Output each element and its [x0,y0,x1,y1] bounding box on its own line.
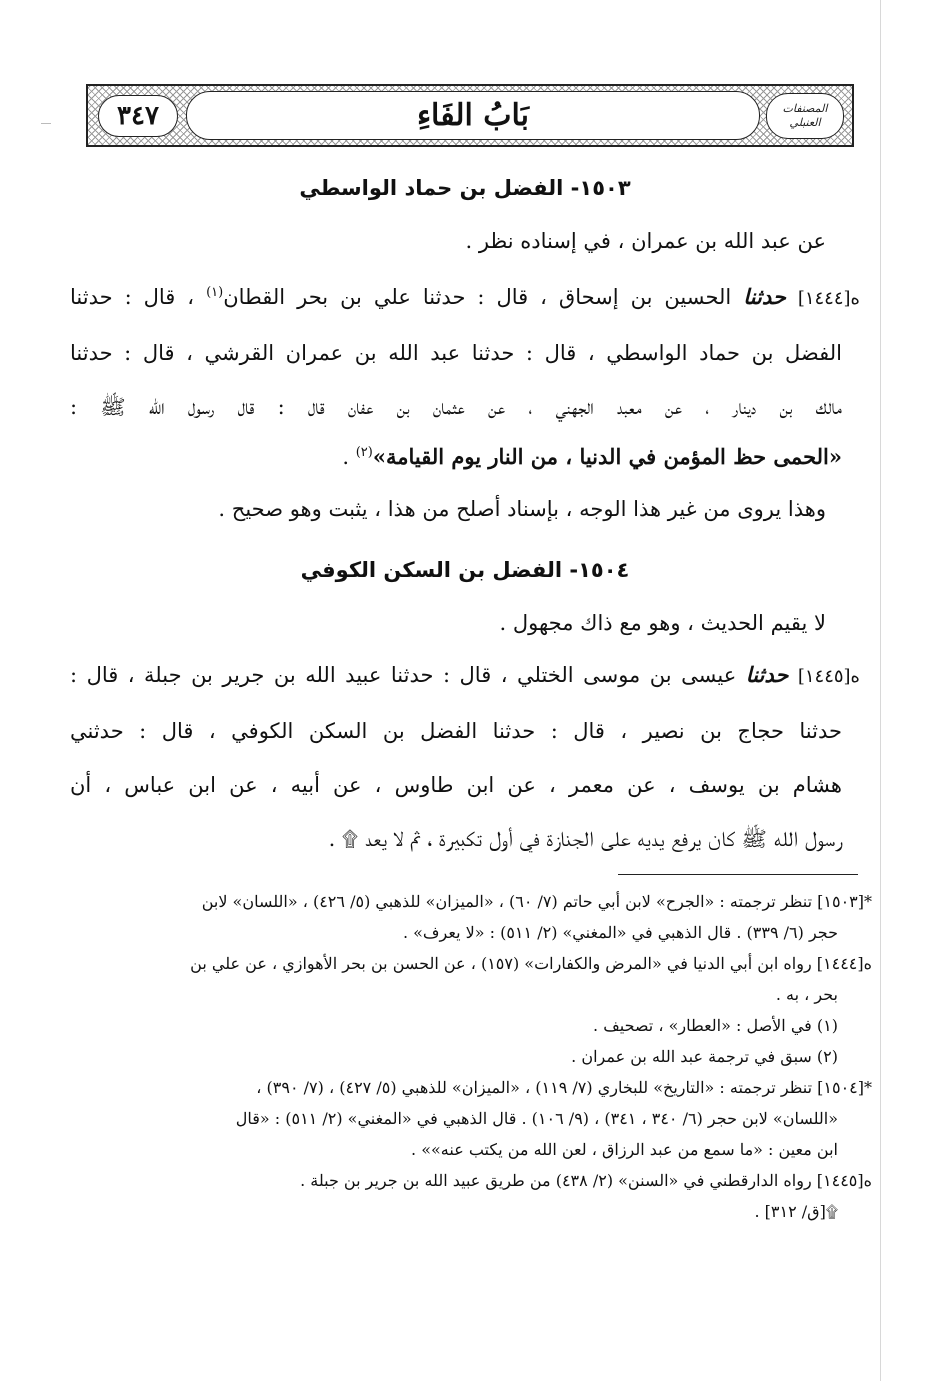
hadith-line: مالك بن دينار ، عن معبد الجهني ، عن عثمان بن عفان قال : قال رسول الله ﷺ : [70,395,842,419]
page-edge-line [880,0,881,1381]
hadith-line [70,434,860,476]
logo-line-1: المصنفات [782,102,828,115]
footnote-line: ه[١٤٤٥] رواه الدارقطني في «السنن» (٢/ ٤٣٨) من طريق عبيد الله بن جرير بن جبلة . [300,1171,872,1190]
chapter-title-frame [186,91,760,140]
footnote-line: ابن معين : «ما سمع من عبد الرزاق ، لعن الله من يكتب عنه»» . [411,1140,838,1159]
logo-line-2: العنبلي [789,116,821,129]
entry-heading: ١٥٠٣- الفضل بن حماد الواسطي [299,176,631,200]
tahdith-word: حدثنا [745,662,789,687]
hadith-line [70,266,860,326]
footnote-separator [618,874,858,875]
footnote-ref[interactable]: (١) [206,285,224,300]
footnote-line: ۩[ق/ ٣١٢] . [754,1202,838,1221]
footnote-line: *[١٥٠٣] تنظر ترجمته : «الجرح» لابن أبي حاتم (٧/ ٦٠) ، «الميزان» للذهبي (٥/ ٤٢٦) ، «اللسان» لابن [201,892,872,911]
hadith-line: رسول الله ﷺ كان يرفع يديه على الجنازة في أول تكبيرة ، ثم لا يعد ۩ . [328,827,842,851]
hadith-text: ، قال : حدثنا [70,285,195,309]
tahdith-word: حدثنا [743,284,786,309]
hadith-line [70,648,860,704]
margin-tick [41,123,51,124]
entry-intro: عن عبد الله بن عمران ، في إسناده نظر . [465,229,826,253]
hadith-1444 [70,266,860,476]
chapter-title: بَابُ الفَاءِ [416,98,530,133]
footnotes [82,886,872,1227]
page-header [86,84,854,147]
hadith-1445 [70,648,860,866]
footnote-line: *[١٥٠٤] تنظر ترجمته : «التاريخ» للبخاري (٧/ ١١٩) ، «الميزان» للذهبي (٥/ ٤٢٧) ، (٧/ ٣٩٠) ، [256,1078,872,1097]
hadith-number: ه[١٤٤٤] [797,288,860,309]
footnote-ref[interactable]: (٢) [355,445,373,460]
hadith-line: الفضل بن حماد الواسطي ، قال : حدثنا عبد الله بن عمران القرشي ، قال : حدثنا [70,341,842,365]
footnote-line: بحر ، به . [775,985,838,1004]
entry-heading: ١٥٠٤- الفضل بن السكن الكوفي [300,558,630,582]
hadith-text: عيسى بن موسى الختلي ، قال : حدثنا عبيد الله بن جرير بن جبلة ، قال : [70,663,737,687]
footnote-line: ه[١٤٤٤] رواه ابن أبي الدنيا في «المرض والكفارات» (١٥٧) ، عن الحسن بن بحر الأهوازي ، عن علي بن [190,954,872,973]
footnote-line: (١) في الأصل : «العطار» ، تصحيف . [593,1016,838,1035]
footnote-line: حجر (٦/ ٣٣٩) . قال الذهبي في «المغني» (٢/ ٥١١) : «لا يعرف» . [402,923,838,942]
page-number: ٣٤٧ [98,95,178,137]
hadith-number: ه[١٤٤٥] [797,666,860,687]
entry-intro: لا يقيم الحديث ، وهو مع ذاك مجهول . [499,611,826,635]
publisher-logo [766,93,844,139]
footnote-line: (٢) سبق في ترجمة عبد الله بن عمران . [571,1047,838,1066]
entry-closing: وهذا يروى من غير هذا الوجه ، بإسناد أصلح من هذا ، يثبت وهو صحيح . [218,497,826,521]
main-text [70,160,860,866]
hadith-text: . [342,445,350,469]
hadith-text: الحسين بن إسحاق ، قال : حدثنا علي بن بحر القطان [223,285,732,309]
hadith-line: هشام بن يوسف ، عن معمر ، عن ابن طاوس ، عن أبيه ، عن ابن عباس ، أن [70,773,842,797]
footnote-line: «اللسان» لابن حجر (٦/ ٣٤٠ ، ٣٤١) ، (٩/ ١٠٦) . قال الذهبي في «المغني» (٢/ ٥١١) : «قال [235,1109,838,1128]
hadith-matn: «الحمى حظ المؤمن في الدنيا ، من النار يوم القيامة» [372,444,842,469]
hadith-line: حدثنا حجاج بن نصير ، قال : حدثنا الفضل بن السكن الكوفي ، قال : حدثني [70,719,842,743]
